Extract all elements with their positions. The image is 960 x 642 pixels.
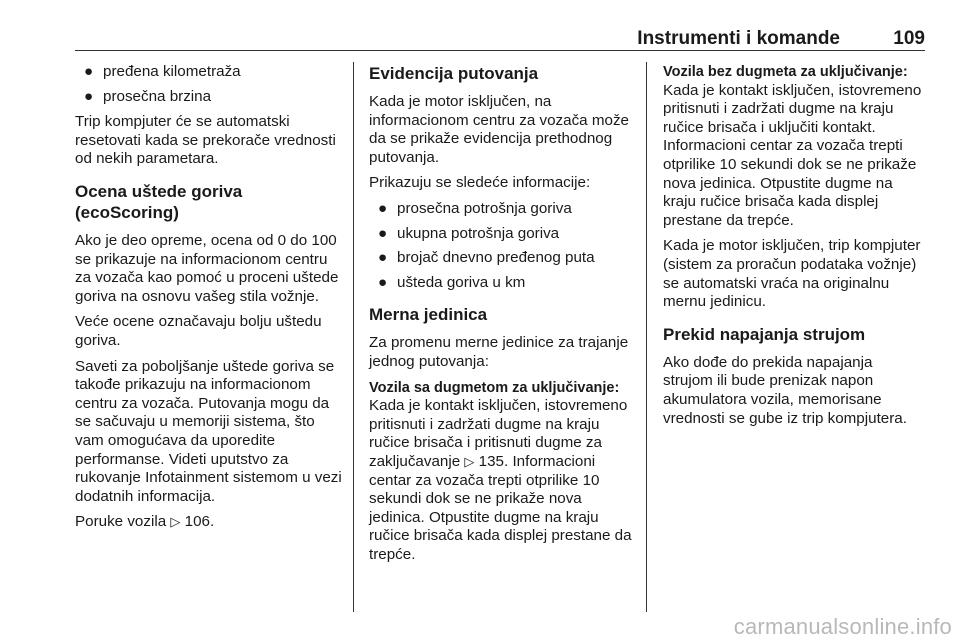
heading-power-interruption: Prekid napajanja strujom [663,324,866,344]
column-2 [369,63,641,564]
paragraph: Vozila sa dugmetom za uključivanje: Kada je kontakt isključen, istovremeno pritisnuti i zadržati dugme na kraju ručice brisača i pritisnuti dugme za zaključavanje ▷ 135. Informacioni centar za vozača trepti otprilike 10 sekundi dok se ne prikaže nova jedinica. Otpustite dugme na kraju ručice brisača kada displej prestane da trepće. [369,379,632,563]
section-title: Instrumenti i komande [637,28,840,49]
paragraph: Kada je motor isključen, na informacionom centru za vozača može da se prikaže evidencija prethodnog putovanja. [369,93,629,166]
column-3 [663,63,925,435]
heading-unit: Merna jedinica [369,305,488,325]
page-reference-icon: ▷ [464,453,475,469]
trip-values-list [75,63,345,106]
bullet-icon: ● [378,224,388,242]
paragraph: Veće ocene označavaju bolju uštedu goriva. [75,313,322,349]
paragraph: Ako je deo opreme, ocena od 0 do 100 se prikazuje na informacionom centru za vozača kao pomoć u proceni uštede goriva na osnovu vašeg stila vožnje. [75,231,339,305]
paragraph: Saveti za poboljšanje uštede goriva se takođe prikazuju na informacionom centru za vozača. Putovanja mogu da se sačuvaju u memoriji sistema, što vam omogućava da uporedite performanse. Videti uputstvo za rukovanje Infotainment sistemom u vezi dodatnih informacija. [75,357,342,505]
paragraph: Poruke vozila ▷ 106. [75,513,215,531]
bullet-icon: ● [84,87,94,105]
bullet-icon: ● [84,63,94,80]
page-reference-link[interactable]: 135. [478,452,509,470]
paragraph: Kada je motor isključen, trip kompjuter (sistem za proračun podataka vožnje) se automatski vraća na originalnu mernu jedinicu. [663,237,921,311]
list-item: ● pređena kilometraža [84,63,241,80]
paragraph: Za promenu merne jedinice za trajanje jednog putovanja: [369,334,629,370]
bullet-icon: ● [378,199,388,217]
paragraph: Vozila bez dugmeta za uključivanje: Kada je kontakt isključen, istovremeno pritisnuti i zadržati dugme na kraju ručice brisača i uključiti kontakt. Informacioni centar za vozača trepti otprilike 10 sekundi dok se ne prikaže nova jedinica. Otpustite dugme na kraju ručice brisača kada displej prestane da trepće. [663,64,922,229]
trip-record-list [369,200,641,292]
heading-trip-record: Evidencija putovanja [369,64,539,83]
list-item: ● ukupna potrošnja goriva [378,224,560,242]
column-1 [75,63,345,539]
column-divider-1 [353,62,354,612]
bullet-icon: ● [378,273,388,291]
list-item: ● prosečna potrošnja goriva [378,199,572,217]
list-item: ● ušteda goriva u km [378,273,526,291]
list-item: ● prosečna brzina [84,87,212,105]
bullet-icon: ● [378,249,388,267]
list-item: ● brojač dnevno pređenog puta [378,249,595,267]
subheading-with-button: Vozila sa dugmetom za uključivanje: [369,379,620,396]
page-number: 109 [893,28,925,49]
paragraph: Prikazuju se sledeće informacije: [369,174,591,192]
column-divider-2 [646,62,647,612]
page-reference-link[interactable]: 106. [184,513,215,531]
paragraph: Ako dođe do prekida napajanja strujom ili bude prenizak napon akumulatora vozila, memorisane vrednosti se gube iz trip kompjutera. [663,353,907,427]
page-header [75,0,925,51]
heading-ecoscoring: Ocena uštede goriva (ecoScoring) [75,181,243,222]
page-reference-icon: ▷ [170,514,181,530]
watermark: carmanualsonline.info [733,614,952,639]
subheading-without-button: Vozila bez dugmeta za uključivanje: [663,64,908,80]
paragraph: Trip kompjuter će se automatski resetovati kada se prekorače vrednosti od nekih parametara. [75,113,336,168]
